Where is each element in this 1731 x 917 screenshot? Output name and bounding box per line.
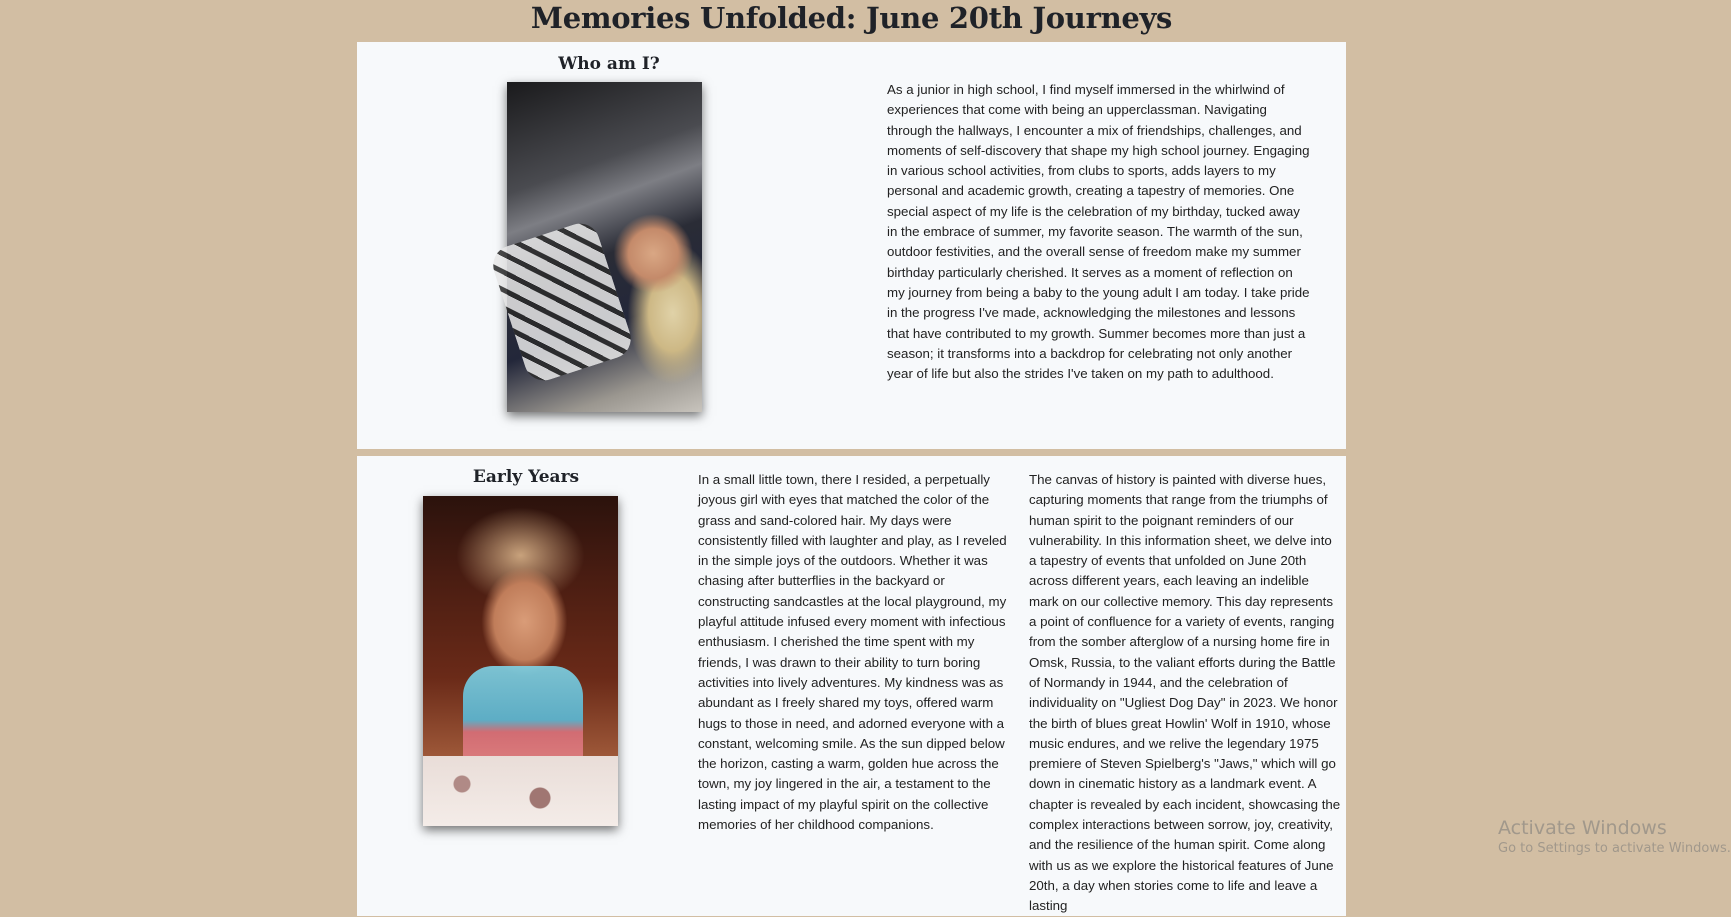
section-heading: Who am I? (558, 54, 660, 74)
plaid-shirt-detail (488, 218, 636, 385)
childhood-photo (423, 496, 618, 826)
blanket-detail (423, 756, 618, 826)
watermark-subtitle: Go to Settings to activate Windows. (1498, 841, 1731, 856)
early-years-paragraph: In a small little town, there I resided, a perpetually joyous girl with eyes that matched the color of the grass and sand-colored hair. My days were consistently filled with laughter and play, as I reveled in the simple joys of the outdoors. Whether it was chasing after butterflies in the backyard or constructing sandcastles at the local playground, my playful attitude infused every moment with infectious enthusiasm. I cherished the time spent with my friends, I was drawn to their ability to turn boring activities into lively adventures. My kindness was as abundant as I freely shared my toys, offered warm hugs to those in need, and adorned everyone with a constant, welcoming smile. As the sun dipped below the horizon, casting a warm, golden hue across the town, my joy lingered in the air, a testament to the lasting impact of my playful spirit on the collective memories of her childhood companions. (698, 472, 1007, 833)
history-paragraph: The canvas of history is painted with diverse hues, capturing moments that range from the triumphs of human spirit to the poignant reminders of our vulnerability. In this information sheet, we delve into a tapestry of events that unfolded on June 20th across different years, each leaving an indelible mark on our collective memory. This day represents a point of confluence for a variety of events, ranging from the somber afterglow of a nursing home fire in Omsk, Russia, to the valiant efforts during the Battle of Normandy in 1944, and the celebration of individuality on "Ugliest Dog Day" in 2023. We honor the birth of blues great Howlin' Wolf in 1910, whose music endures, and we relive the legendary 1975 premiere of Steven Spielberg's "Jaws," which will go down in cinematic history as a landmark event. A chapter is revealed by each incident, showcasing the complex interactions between sorrow, joy, creativity, and the resilience of the human spirit. Come along with us as we explore the historical features of June 20th, a day when stories come to life and leave a lasting (1029, 472, 1341, 914)
intro-paragraph: As a junior in high school, I find myself immersed in the whirlwind of experiences that come with being an upperclassman. Navigating through the hallways, I encounter a mix of friendships, challenges, and moments of self-discovery that shape my high school journey. Engaging in various school activities, from clubs to sports, adds layers to my personal and academic growth, creating a tapestry of memories. One special aspect of my life is the celebration of my birthday, tucked away in the embrace of summer, my favorite season. The warmth of the sun, outdoor festivities, and the overall sense of freedom make my summer birthday particularly cherished. It serves as a moment of reflection on my journey from being a baby to the young adult I am today. I take pride in the progress I've made, acknowledging the milestones and lessons that have contributed to my growth. Summer becomes more than just a season; it transforms into a backdrop for celebrating not only another year of life but also the strides I've taken on my path to adulthood. (887, 82, 1310, 382)
page-title: Memories Unfolded: June 20th Journeys (530, 1, 1173, 35)
activate-windows-watermark (1498, 816, 1731, 858)
watermark-title: Activate Windows (1498, 817, 1667, 839)
section-early-years (357, 456, 1346, 916)
selfie-photo (507, 82, 702, 412)
section-heading: Early Years (472, 467, 580, 487)
section-who-am-i (357, 42, 1346, 449)
